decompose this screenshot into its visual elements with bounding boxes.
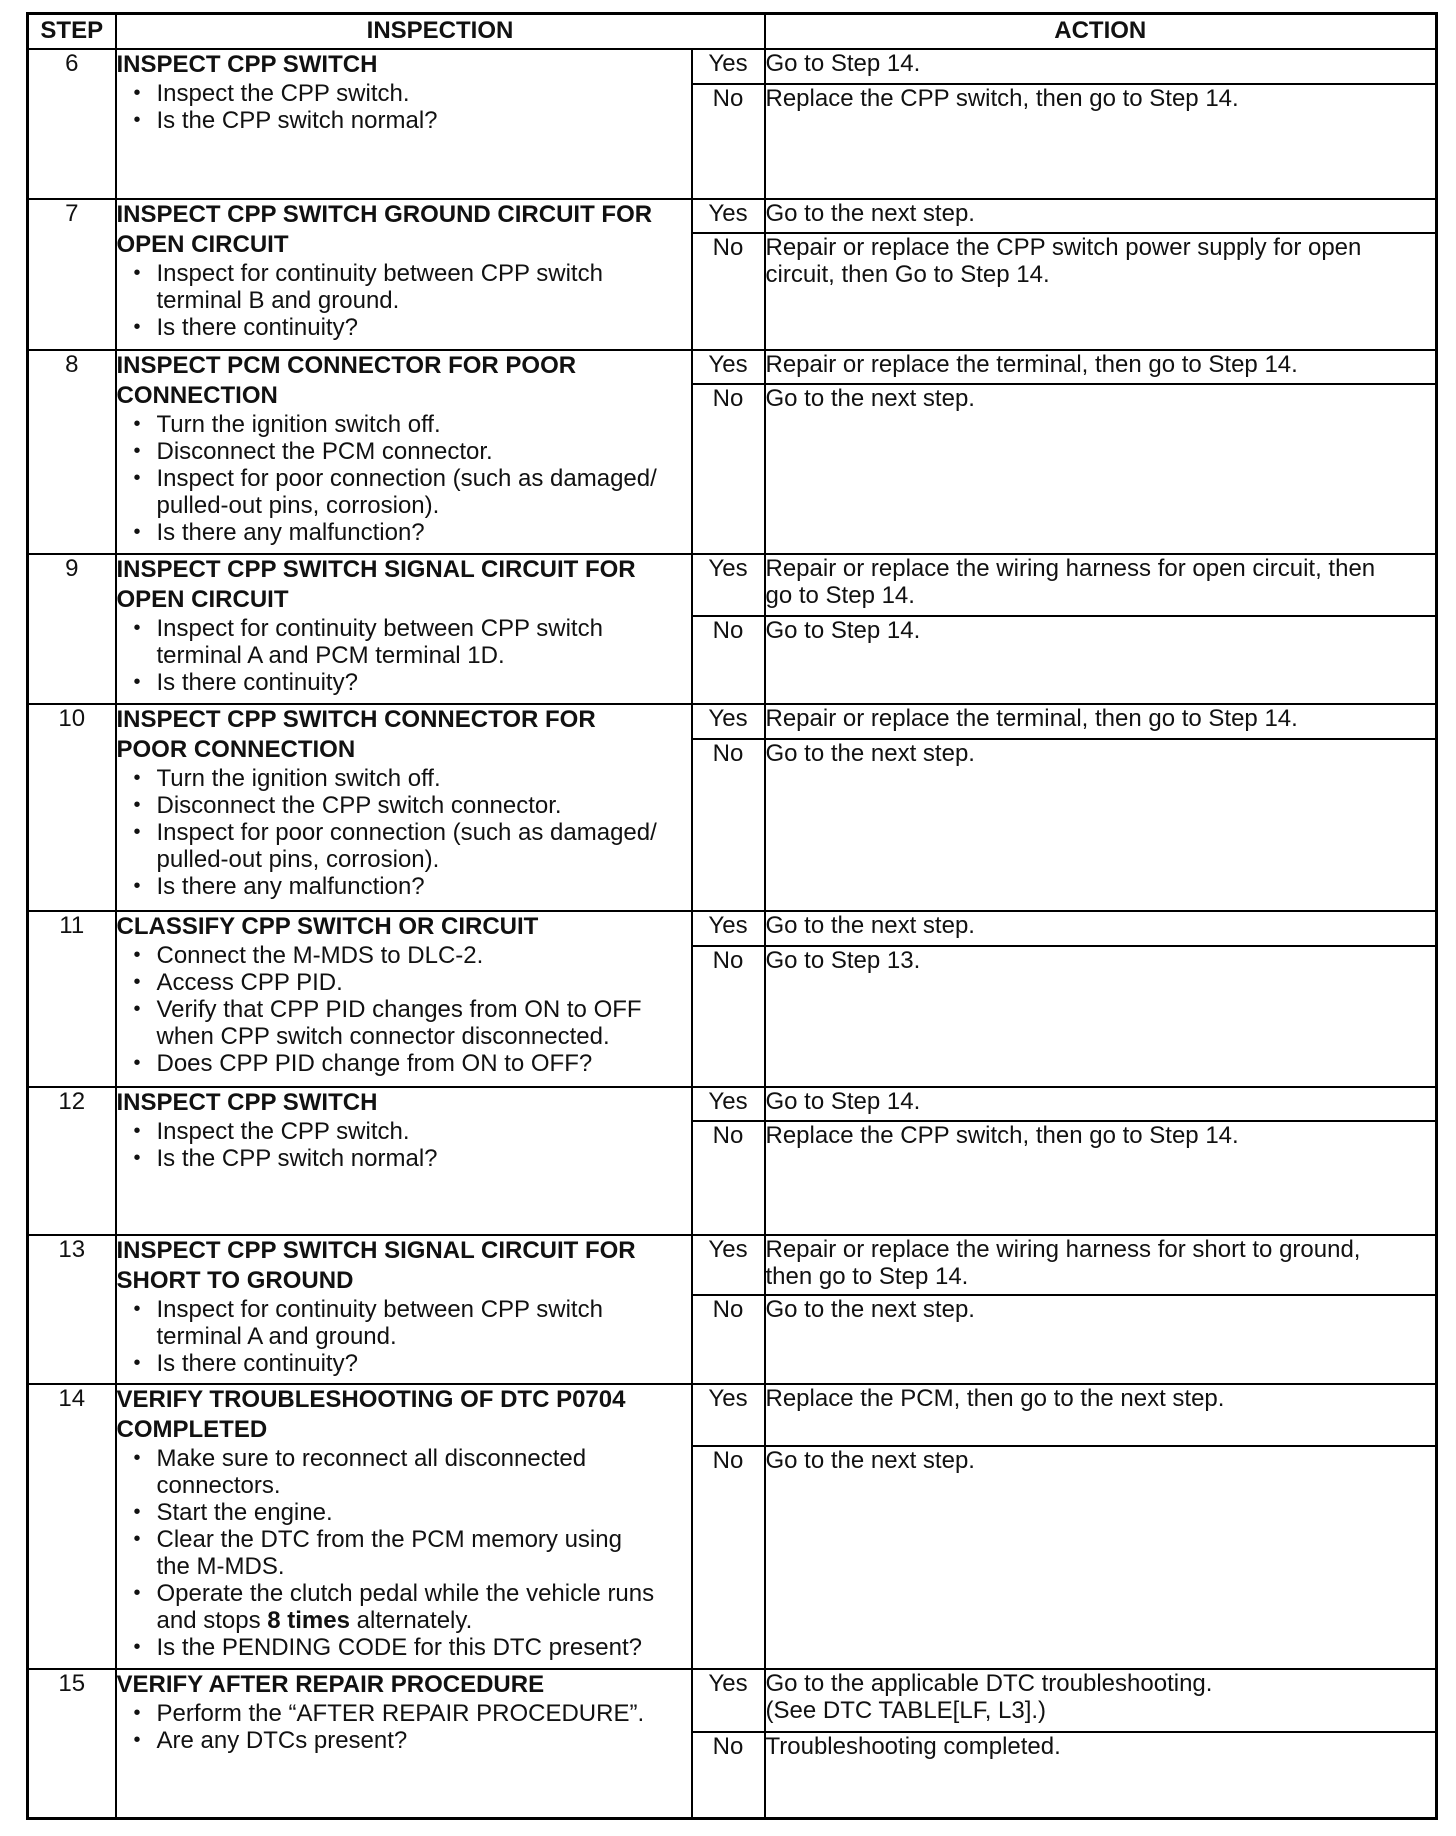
answer-no-cell [692, 1295, 765, 1384]
step-number: 10 [58, 704, 86, 732]
step-cell [28, 1235, 116, 1384]
inspection-bullet: • Connect the M-MDS to DLC-2. [157, 942, 691, 969]
inspection-bullet-list [117, 1118, 691, 1172]
no-action-cell [765, 1446, 1437, 1669]
step-cell [28, 1384, 116, 1669]
inspection-bullet: • Verify that CPP PID changes from ON to OFF when CPP switch connector disconnected. [157, 996, 691, 1050]
answer-yes-cell [692, 1384, 765, 1446]
answer-yes-cell [692, 350, 765, 384]
inspection-bullet: • Is there any malfunction? [157, 519, 691, 546]
inspection-bullet-list [117, 1445, 691, 1661]
answer-no-cell [692, 739, 765, 911]
step-row [28, 1384, 1437, 1446]
inspection-title: INSPECT CPP SWITCH SIGNAL CIRCUIT FOR SHORT TO GROUND [116, 1236, 636, 1294]
step-number: 14 [58, 1384, 86, 1412]
yes-action-cell [765, 1669, 1437, 1732]
yes-action-text: Repair or replace the wiring harness for short to ground, then go to Step 14. [765, 1235, 1361, 1290]
answer-no-cell [692, 616, 765, 704]
answer-yes-cell [692, 199, 765, 233]
yes-action-text: Repair or replace the wiring harness for open circuit, then go to Step 14. [765, 554, 1376, 609]
inspection-bullet: • Turn the ignition switch off. [157, 411, 691, 438]
answer-yes-label: Yes [708, 1087, 748, 1115]
inspection-title: VERIFY AFTER REPAIR PROCEDURE [116, 1670, 545, 1698]
answer-yes-label: Yes [708, 350, 748, 378]
no-action-text: Replace the CPP switch, then go to Step 14. [765, 84, 1239, 112]
inspection-bullet: • Turn the ignition switch off. [157, 765, 691, 792]
step-number: 6 [65, 49, 79, 77]
answer-no-label: No [712, 233, 744, 261]
emphasis-text: 8 times [267, 1606, 350, 1634]
inspection-bullet: • Inspect for poor connection (such as damaged/ pulled-out pins, corrosion). [157, 819, 691, 873]
answer-no-label: No [712, 946, 744, 974]
inspection-bullet: • Access CPP PID. [157, 969, 691, 996]
inspection-title: INSPECT CPP SWITCH SIGNAL CIRCUIT FOR OPEN CIRCUIT [116, 555, 636, 613]
table-body [28, 49, 1437, 1819]
answer-no-label: No [712, 739, 744, 767]
step-cell [28, 704, 116, 911]
yes-action-text: Go to Step 14. [765, 49, 921, 77]
step-row [28, 350, 1437, 384]
answer-no-cell [692, 384, 765, 554]
inspection-cell [116, 199, 692, 350]
yes-action-text: Repair or replace the terminal, then go to Step 14. [765, 350, 1298, 378]
header-action: ACTION [765, 14, 1437, 49]
answer-no-label: No [712, 84, 744, 112]
inspection-cell [116, 1235, 692, 1384]
answer-no-cell [692, 84, 765, 199]
answer-yes-label: Yes [708, 1235, 748, 1263]
yes-action-cell [765, 1087, 1437, 1121]
step-row [28, 554, 1437, 616]
inspection-cell [116, 704, 692, 911]
bullet-text-part: alternately. [349, 1606, 473, 1634]
inspection-bullet-list [117, 1296, 691, 1377]
yes-action-text: Go to the applicable DTC troubleshooting. (See DTC TABLE[LF, L3].) [765, 1669, 1213, 1724]
no-action-text: Troubleshooting completed. [765, 1732, 1061, 1760]
yes-action-text: Go to the next step. [765, 911, 975, 939]
answer-yes-label: Yes [708, 1669, 748, 1697]
no-action-text: Go to the next step. [765, 1295, 975, 1323]
no-action-cell [765, 84, 1437, 199]
no-action-text: Go to Step 14. [765, 616, 921, 644]
answer-yes-cell [692, 1235, 765, 1295]
inspection-bullet: • Is there continuity? [157, 669, 691, 696]
yes-action-text: Repair or replace the terminal, then go to Step 14. [765, 704, 1298, 732]
inspection-bullet-list [117, 411, 691, 546]
yes-action-cell [765, 350, 1437, 384]
no-action-cell [765, 1295, 1437, 1384]
step-number: 9 [65, 554, 79, 582]
header-inspection: INSPECTION [116, 14, 765, 49]
no-action-cell [765, 1732, 1437, 1819]
yes-action-text: Replace the PCM, then go to the next step. [765, 1384, 1225, 1412]
inspection-bullet: • Inspect for poor connection (such as damaged/ pulled-out pins, corrosion). [157, 465, 691, 519]
inspection-bullet-list [117, 765, 691, 900]
step-cell [28, 49, 116, 199]
no-action-text: Repair or replace the CPP switch power supply for open circuit, then Go to Step 14. [765, 233, 1362, 288]
answer-no-cell [692, 233, 765, 350]
yes-action-text: Go to Step 14. [765, 1087, 921, 1115]
yes-action-cell [765, 911, 1437, 946]
inspection-bullet: • Inspect the CPP switch. [157, 80, 691, 107]
step-row [28, 1087, 1437, 1121]
inspection-bullet: • Is the CPP switch normal? [157, 1145, 691, 1172]
answer-no-label: No [712, 616, 744, 644]
answer-no-cell [692, 946, 765, 1087]
step-number: 7 [65, 199, 79, 227]
step-number: 8 [65, 350, 79, 378]
yes-action-cell [765, 704, 1437, 739]
no-action-text: Go to the next step. [765, 1446, 975, 1474]
inspection-bullet: • Are any DTCs present? [157, 1727, 691, 1754]
no-action-cell [765, 739, 1437, 911]
answer-no-cell [692, 1446, 765, 1669]
inspection-bullet: • Is the CPP switch normal? [157, 107, 691, 134]
bullet-text-part: Operate the clutch pedal while the vehicle runs and stops [156, 1579, 655, 1634]
step-cell [28, 199, 116, 350]
inspection-cell [116, 1669, 692, 1819]
inspection-bullet: • Does CPP PID change from ON to OFF? [157, 1050, 691, 1077]
answer-no-label: No [712, 1732, 744, 1760]
inspection-bullet-list [117, 1700, 691, 1754]
no-action-text: Replace the CPP switch, then go to Step 14. [765, 1121, 1239, 1149]
no-action-cell [765, 233, 1437, 350]
inspection-cell [116, 911, 692, 1087]
answer-yes-label: Yes [708, 554, 748, 582]
answer-yes-cell [692, 704, 765, 739]
inspection-bullet-list [117, 942, 691, 1077]
answer-no-cell [692, 1732, 765, 1819]
step-row [28, 199, 1437, 233]
inspection-bullet: • Inspect for continuity between CPP switch terminal B and ground. [157, 260, 691, 314]
step-number: 13 [58, 1235, 86, 1263]
inspection-title: INSPECT CPP SWITCH CONNECTOR FOR POOR CONNECTION [116, 705, 596, 763]
inspection-bullet: • Disconnect the PCM connector. [157, 438, 691, 465]
inspection-bullet-list [117, 260, 691, 341]
answer-yes-cell [692, 911, 765, 946]
inspection-bullet: • Is there continuity? [157, 1350, 691, 1377]
inspection-title: INSPECT PCM CONNECTOR FOR POOR CONNECTION [116, 351, 577, 409]
yes-action-text: Go to the next step. [765, 199, 975, 227]
no-action-text: Go to the next step. [765, 384, 975, 412]
step-cell [28, 911, 116, 1087]
inspection-bullet: • Is there any malfunction? [157, 873, 691, 900]
step-cell [28, 1087, 116, 1235]
inspection-cell [116, 350, 692, 554]
answer-yes-label: Yes [708, 49, 748, 77]
yes-action-cell [765, 1384, 1437, 1446]
no-action-text: Go to the next step. [765, 739, 975, 767]
inspection-bullet-list [117, 80, 691, 134]
yes-action-cell [765, 1235, 1437, 1295]
no-action-text: Go to Step 13. [765, 946, 921, 974]
answer-yes-cell [692, 49, 765, 84]
answer-no-label: No [712, 384, 744, 412]
inspection-cell [116, 1087, 692, 1235]
step-number: 12 [58, 1087, 86, 1115]
step-row [28, 1235, 1437, 1295]
answer-no-label: No [712, 1121, 744, 1149]
troubleshooting-table [26, 12, 1438, 1820]
inspection-cell [116, 1384, 692, 1669]
yes-action-cell [765, 49, 1437, 84]
inspection-bullet: • Make sure to reconnect all disconnected connectors. [157, 1445, 691, 1499]
step-row [28, 49, 1437, 84]
inspection-bullet: • Perform the “AFTER REPAIR PROCEDURE”. [157, 1700, 691, 1727]
inspection-title: INSPECT CPP SWITCH GROUND CIRCUIT FOR OPEN CIRCUIT [116, 200, 653, 258]
inspection-bullet: • Is there continuity? [157, 314, 691, 341]
answer-yes-label: Yes [708, 1384, 748, 1412]
answer-yes-label: Yes [708, 911, 748, 939]
inspection-bullet: • Disconnect the CPP switch connector. [157, 792, 691, 819]
inspection-title: INSPECT CPP SWITCH [116, 50, 378, 78]
inspection-cell [116, 554, 692, 704]
inspection-bullet: • Is the PENDING CODE for this DTC present? [157, 1634, 691, 1661]
inspection-bullet: • Inspect for continuity between CPP switch terminal A and ground. [157, 1296, 691, 1350]
no-action-cell [765, 1121, 1437, 1235]
step-number: 15 [58, 1669, 86, 1697]
step-cell [28, 350, 116, 554]
step-cell [28, 554, 116, 704]
inspection-bullet: • Inspect the CPP switch. [157, 1118, 691, 1145]
inspection-title: CLASSIFY CPP SWITCH OR CIRCUIT [116, 912, 539, 940]
yes-action-cell [765, 554, 1437, 616]
no-action-cell [765, 384, 1437, 554]
step-row [28, 704, 1437, 739]
step-cell [28, 1669, 116, 1819]
no-action-cell [765, 946, 1437, 1087]
inspection-bullet-list [117, 615, 691, 696]
yes-action-cell [765, 199, 1437, 233]
inspection-cell [116, 49, 692, 199]
header-row [28, 14, 1437, 49]
step-row [28, 911, 1437, 946]
answer-yes-label: Yes [708, 199, 748, 227]
inspection-bullet: • Clear the DTC from the PCM memory using the M-MDS. [157, 1526, 691, 1580]
step-row [28, 1669, 1437, 1732]
inspection-title: INSPECT CPP SWITCH [116, 1088, 378, 1116]
no-action-cell [765, 616, 1437, 704]
answer-yes-cell [692, 1669, 765, 1732]
inspection-bullet [157, 1580, 691, 1634]
answer-yes-cell [692, 554, 765, 616]
answer-no-label: No [712, 1446, 744, 1474]
inspection-bullet: • Start the engine. [157, 1499, 691, 1526]
inspection-bullet: • Inspect for continuity between CPP switch terminal A and PCM terminal 1D. [157, 615, 691, 669]
answer-no-label: No [712, 1295, 744, 1323]
answer-yes-label: Yes [708, 704, 748, 732]
answer-no-cell [692, 1121, 765, 1235]
step-number: 11 [59, 911, 85, 939]
table-header [28, 14, 1437, 49]
answer-yes-cell [692, 1087, 765, 1121]
inspection-title: VERIFY TROUBLESHOOTING OF DTC P0704 COMPLETED [116, 1385, 626, 1443]
header-step: STEP [28, 14, 116, 49]
